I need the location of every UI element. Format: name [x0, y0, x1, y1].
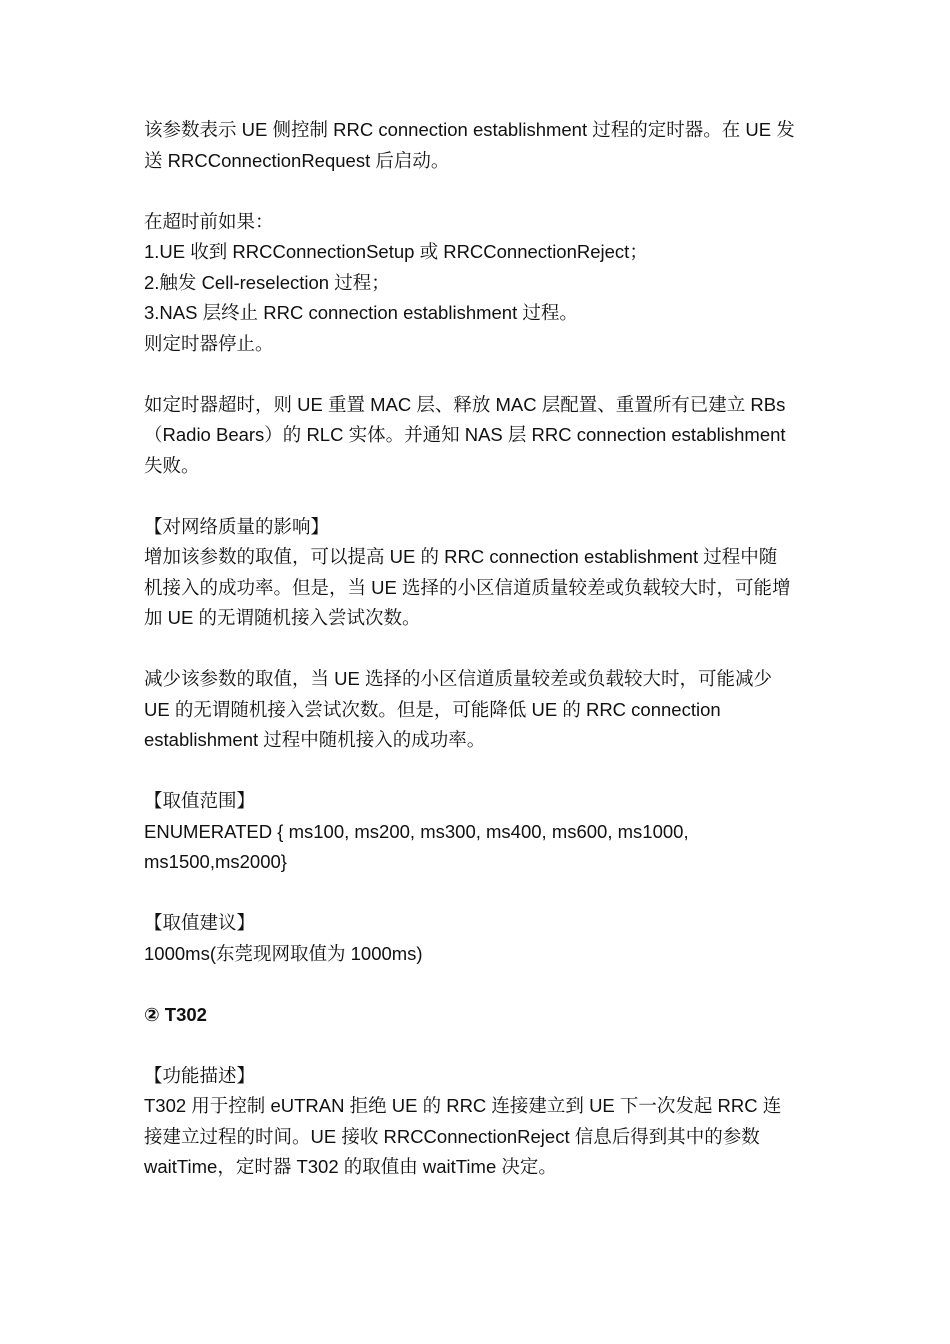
- suggestion-value: 1000ms(东莞现网取值为 1000ms): [144, 942, 423, 964]
- range-line-1: ENUMERATED { ms100, ms200, ms300, ms400, ms600, ms1000,: [144, 820, 689, 842]
- stop-condition-3: 3.NAS 层终止 RRC connection establishment 过程。: [144, 302, 578, 323]
- impact-decrease-line-1: 减少该参数的取值，当 UE 选择的小区信道质量较差或负载较大时，可能减少: [144, 668, 772, 689]
- impact-heading: 【对网络质量的影响】: [144, 515, 330, 537]
- paragraph-gap: [144, 878, 814, 909]
- range-line-2: ms1500,ms2000}: [144, 851, 287, 872]
- paragraph-gap: [144, 756, 814, 787]
- stop-conditions-result: 则定时器停止。: [144, 332, 274, 354]
- paragraph-gap: [144, 359, 814, 390]
- paragraph-gap: [144, 176, 814, 207]
- paragraph-gap: [144, 481, 814, 512]
- impact-decrease-line-3: establishment 过程中随机接入的成功率。: [144, 729, 486, 750]
- expiry-line-2: （Radio Bears）的 RLC 实体。并通知 NAS 层 RRC connection establishment: [144, 424, 786, 445]
- stop-condition-1: 1.UE 收到 RRCConnectionSetup 或 RRCConnectionReject；: [144, 241, 648, 262]
- stop-conditions-intro: 在超时前如果：: [144, 210, 274, 232]
- function-line-3: waitTime，定时器 T302 的取值由 waitTime 决定。: [144, 1156, 557, 1177]
- function-line-1: T302 用于控制 eUTRAN 拒绝 UE 的 RRC 连接建立到 UE 下一次发起 RRC 连: [144, 1095, 782, 1116]
- paragraph-gap: [144, 969, 814, 1000]
- impact-increase-line-2: 机接入的成功率。但是，当 UE 选择的小区信道质量较差或负载较大时，可能增: [144, 576, 791, 598]
- stop-condition-2: 2.触发 Cell-reselection 过程；: [144, 271, 390, 293]
- intro-line-2: 送 RRCConnectionRequest 后启动。: [144, 149, 450, 171]
- function-line-2: 接建立过程的时间。UE 接收 RRCConnectionReject 信息后得到其中的参数: [144, 1125, 760, 1147]
- document-page: [144, 115, 814, 1183]
- impact-increase-line-1: 增加该参数的取值，可以提高 UE 的 RRC connection establishment 过程中随: [144, 546, 778, 567]
- section-title-t302: ② T302: [144, 1003, 207, 1025]
- impact-decrease-line-2: UE 的无谓随机接入尝试次数。但是，可能降低 UE 的 RRC connection: [144, 698, 721, 720]
- range-heading: 【取值范围】: [144, 790, 256, 811]
- expiry-line-3: 失败。: [144, 454, 200, 476]
- intro-line-1: 该参数表示 UE 侧控制 RRC connection establishment 过程的定时器。在 UE 发: [144, 119, 795, 140]
- paragraph-gap: [144, 1030, 814, 1061]
- impact-increase-line-3: 加 UE 的无谓随机接入尝试次数。: [144, 607, 421, 628]
- suggestion-heading: 【取值建议】: [144, 912, 256, 933]
- expiry-line-1: 如定时器超时，则 UE 重置 MAC 层、释放 MAC 层配置、重置所有已建立 RBs: [144, 393, 786, 415]
- paragraph-gap: [144, 634, 814, 665]
- function-heading: 【功能描述】: [144, 1064, 256, 1086]
